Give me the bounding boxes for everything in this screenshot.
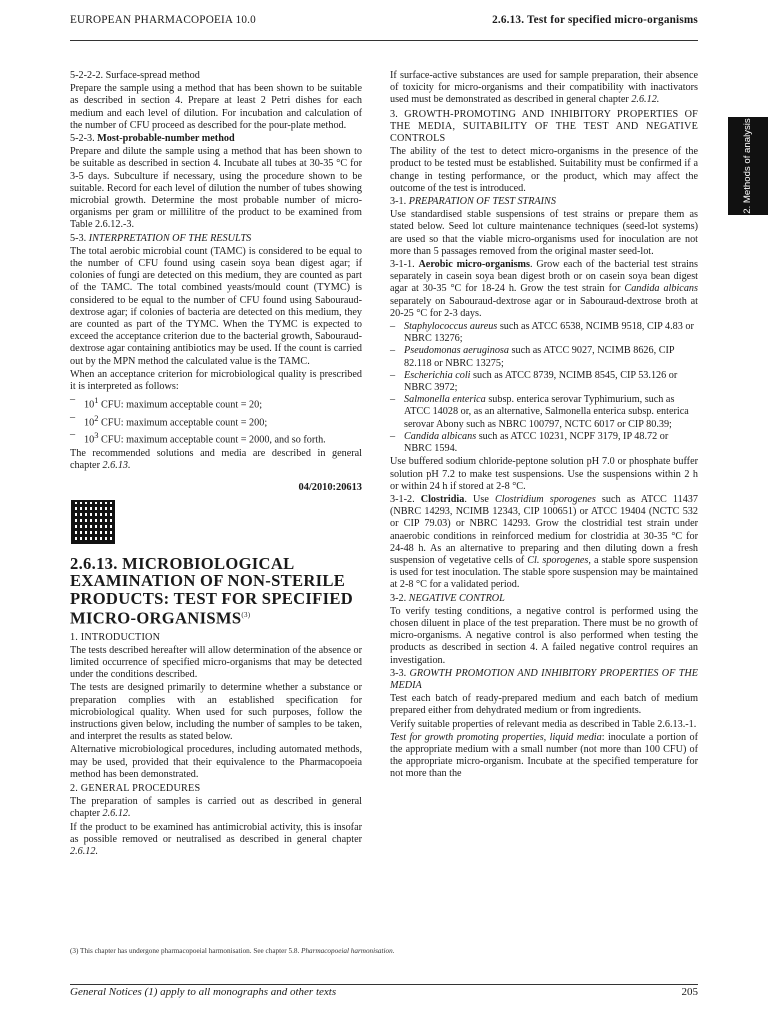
heading-interpretation-number: 5-3.: [70, 232, 89, 244]
paragraph-negative-control: To verify testing conditions, a negative control is performed using the chosen diluent in place of the test preparation. There must be no growth of micro-organisms. A negative control is also performed when testing the products as described in section 4. A failed negative control requires an investigation.: [390, 605, 698, 666]
paragraph-clostridia: [390, 494, 698, 592]
heading-surface-spread: 5-2-2-2. Surface-spread method: [70, 70, 200, 81]
chapter-title-text: 2.6.13. MICROBIOLOGICAL EXAMINATION OF NON-STERILE PRODUCTS: TEST FOR SPECIFIED MICRO-ORGANISMS: [70, 553, 354, 628]
paragraph-intro-3: Alternative microbiological procedures, including automated methods, may be used, provided that their equivalence to the Pharmacopoeia method has been demonstrated.: [70, 744, 362, 780]
species-name: Clostridium sporogenes: [494, 493, 596, 505]
paragraph-interpretation: The total aerobic microbial count (TAMC) is considered to be equal to the number of CFU found using casein soya bean digest agar; if colonies of fungi are detected on this medium, they are counted as part of the TAMC. The total combined yeasts/mould count (TYMC) is considered to be equal to the number of CFU found using Sabouraud-dextrose agar; if colonies of bacteria are detected on this medium, they are counted as part of the TYMC. When the TYMC is expected to exceed the acceptance criterion due to the bacterial growth, Sabouraud-dextrose agar containing antibiotics may be used. If the count is carried out by the MPN method the calculated value is the TAMC.: [70, 245, 362, 367]
count-exponent: 2: [94, 412, 99, 423]
left-column: [70, 70, 362, 859]
chapter-reference: 2.6.12.: [631, 94, 660, 106]
paragraph-growth: The ability of the test to detect micro-organisms in the presence of the product to be tested must be established. Suitability must be confirmed if a change in testing performance, or the product, which may affect the outcome of the test is introduced.: [390, 146, 698, 194]
count-exponent: 1: [94, 395, 99, 406]
heading-test-strains: [390, 196, 698, 208]
strain-details: subsp. enterica serovar Typhimurium, such as ATCC 14028 or, as an alternative, Salmonella enterica subsp. enterica serovar Abony such as NBRC 100797, NCTC 6017 or CIP 80.39;: [404, 394, 689, 430]
count-base: 10: [84, 399, 95, 411]
list-item: [390, 431, 698, 455]
list-item: [70, 412, 362, 430]
species-name: Candida albicans: [624, 283, 698, 295]
paragraph-intro-2: The tests are designed primarily to determine whether a substance or preparation complies with an established specification for microbiological quality. When used for such purposes, follow the instructions given below, including the number of samples to be taken, and interpret the results as stated below.: [70, 682, 362, 743]
species-name: Escherichia coli: [404, 369, 471, 381]
paragraph-mpn: Prepare and dilute the sample using a method that has been shown to be suitable as described in section 4. Incubate all tubes at 30-35 °C for 3-5 days. Subculture if necessary, using the procedure shown to be suitable. Record for each level of dilution the number of tubes showing microbial growth. Determine the most probable number of micro-organisms per gram or millilitre of the product to be examined from Table 2.6.12.-3.: [70, 146, 362, 231]
running-header-left: EUROPEAN PHARMACOPOEIA 10.0: [70, 14, 256, 26]
count-base: 10: [84, 417, 95, 429]
surface-active-text: If surface-active substances are used for sample preparation, their absence of toxicity for micro-organisms and their compatibility with inactivators used must be demonstrated as described in general chapter: [390, 70, 698, 106]
heading-negative-control: [390, 593, 698, 605]
acceptance-list: [70, 394, 362, 447]
count-exponent: 3: [94, 430, 99, 441]
clostridia-title: Clostridia: [420, 493, 465, 505]
list-item: [390, 394, 698, 431]
footer-notice: General Notices (1) apply to all monographs and other texts: [70, 986, 337, 998]
list-item: [390, 321, 698, 345]
footnote: [70, 947, 698, 955]
heading-growth-promotion-title: GROWTH PROMOTION AND INHIBITORY PROPERTIES OF THE MEDIA: [390, 667, 698, 691]
strain-list: [390, 321, 698, 455]
heading-negative-control-title: NEGATIVE CONTROL: [408, 592, 505, 604]
paragraph-promotion-3: [390, 732, 698, 781]
species-name: Staphylococcus aureus: [404, 321, 498, 333]
aerobic-number: 3-1-1.: [390, 259, 419, 271]
list-item: [70, 394, 362, 412]
general-text: The preparation of samples is carried out as described in general chapter: [70, 796, 362, 820]
running-header-right: 2.6.13. Test for specified micro-organisms: [492, 14, 698, 26]
species-name: Cl. sporogenes: [527, 554, 589, 566]
paragraph-recommended: [70, 448, 362, 472]
count-text: CFU: maximum acceptable count = 20;: [98, 399, 263, 411]
strain-details: such as ATCC 9027, NCIMB 8626, CIP 82.118 or NBRC 13275;: [404, 345, 675, 369]
footnote-marker: (3): [241, 611, 251, 620]
heading-interpretation: [70, 233, 362, 245]
paragraph-surface-active: [390, 70, 698, 107]
promotion-text: : inoculate a portion of the appropriate medium with a small number (not more than 100 CFU) of the appropriate micro-organism. Incubate at the specified temperature for not more than the: [390, 731, 699, 780]
paragraph-general-2: [70, 822, 362, 859]
count-text: CFU: maximum acceptable count = 2000, and so forth.: [98, 434, 326, 446]
heading-interpretation-title: INTERPRETATION OF THE RESULTS: [88, 232, 252, 244]
strain-details: such as ATCC 6538, NCIMB 9518, CIP 4.83 or NBRC 13276;: [404, 321, 694, 345]
clostridia-text-3: , a stable spore suspension is used for test inoculation. The stable spore suspension may be maintained at 2-8 °C for a validated period.: [390, 554, 698, 591]
paragraph-surface-spread: Prepare the sample using a method that has been shown to be suitable as described in section 4. Prepare at least 2 Petri dishes for each medium and each level of dilution. For incubation and calculation of the number of CFU proceed as described for the pour-plate method.: [70, 83, 362, 131]
paragraph-aerobic: [390, 259, 698, 320]
heading-growth-promotion: [390, 668, 698, 692]
heading-mpn: [70, 133, 362, 145]
count-base: 10: [84, 434, 95, 446]
species-name: Candida albicans: [404, 430, 477, 442]
list-item: [390, 370, 698, 394]
species-name: Pseudomonas aeruginosa: [404, 345, 509, 357]
side-tab-label: 2. Methods of analysis: [742, 118, 753, 214]
footnote-text: (3) This chapter has undergone pharmacopoeial harmonisation. See chapter 5.8.: [70, 947, 302, 955]
paragraph-acceptance: When an acceptance criterion for microbiological quality is prescribed it is interpreted as follows:: [70, 368, 362, 393]
chapter-reference: 2.6.12.: [102, 808, 131, 820]
heading-mpn-number: 5-2-3.: [70, 133, 98, 145]
aerobic-text-end: separately on Sabouraud-dextrose agar or in Sabouraud-dextrose broth at 20-25 °C for 2-3 days.: [390, 295, 698, 319]
paragraph-general-1: [70, 796, 362, 820]
recommended-text: The recommended solutions and media are described in general chapter: [70, 448, 362, 472]
right-column: [390, 70, 698, 782]
paragraph-promotion-2: Verify suitable properties of relevant media as described in Table 2.6.13.-1.: [390, 718, 697, 730]
count-text: CFU: maximum acceptable count = 200;: [98, 417, 268, 429]
clostridia-number: 3-1-2.: [390, 493, 421, 505]
strain-details: such as ATCC 8739, NCIMB 8545, CIP 53.126 or NBRC 3972;: [404, 369, 678, 394]
page-number: 205: [681, 986, 698, 998]
list-item: [390, 345, 698, 369]
heading-test-strains-number: 3-1.: [390, 196, 409, 208]
strain-details: such as ATCC 10231, NCPF 3179, IP 48.72 or NBRC 1594.: [404, 430, 669, 455]
footnote-reference: Pharmacopoeial harmonisation.: [301, 947, 395, 955]
heading-growth-promotion-number: 3-3.: [390, 667, 410, 679]
clostridia-text-2: such as ATCC 11437 (NBRC 14293, NCIMB 12343, CIP 100651) or ATCC 19404 (NCTC 532 or CIP 79.03) or NBRC 14293. Grow the clostridial test strain under anaerobic conditions in reinforced medium for clostridia at 30-35 °C for 24-48 h. As an alternative to preparing and then diluting down a fresh suspension of vegetative cells of: [390, 493, 698, 566]
heading-general-procedures: 2. GENERAL PROCEDURES: [70, 783, 201, 795]
paragraph-intro-1: The tests described hereafter will allow determination of the absence or limited occurrence of specified micro-organisms that may be detected under the conditions described.: [70, 644, 362, 681]
promotion-lead: Test for growth promoting properties, liquid media: [390, 731, 602, 743]
chapter-title: [70, 555, 362, 628]
header-rule: [70, 40, 698, 41]
heading-negative-control-number: 3-2.: [390, 592, 409, 604]
paragraph-test-strains: Use standardised stable suspensions of test strains or prepare them as stated below. Seed lot culture maintenance techniques (seed-lot systems) are used so that the viable micro-organisms used for inoculation are not more than 5 passages removed from the original master seed-lot.: [390, 209, 698, 257]
chapter-reference: 2.6.12.: [70, 846, 99, 858]
aerobic-title: Aerobic micro-organisms: [418, 259, 530, 271]
footer-rule: [70, 984, 698, 985]
chapter-reference: 2.6.13.: [102, 460, 131, 472]
monograph-reference-code: 04/2010:20613: [298, 482, 362, 494]
heading-test-strains-title: PREPARATION OF TEST STRAINS: [408, 196, 556, 208]
species-name: Salmonella enterica: [404, 394, 486, 406]
section-side-tab: [728, 117, 768, 215]
heading-introduction: 1. INTRODUCTION: [70, 631, 161, 643]
heading-mpn-title: Most-probable-number method: [97, 133, 235, 145]
general-text: If the product to be examined has antimicrobial activity, this is insofar as possible removed or neutralised as described in general chapter: [70, 821, 362, 845]
paragraph-promotion-1: Test each batch of ready-prepared medium and each batch of medium prepared either from dehydrated medium or from ingredients.: [390, 693, 698, 717]
paragraph-buffer: Use buffered sodium chloride-peptone solution pH 7.0 or phosphate buffer solution pH 7.2 to make test suspensions. Use the suspensions within 2 h or within 24 h if stored at 2-8 °C.: [390, 456, 698, 492]
clostridia-text: . Use: [464, 493, 495, 505]
heading-growth-promoting: 3. GROWTH-PROMOTING AND INHIBITORY PROPERTIES OF THE MEDIA, SUITABILITY OF THE TEST AND NEGATIVE CONTROLS: [390, 108, 698, 145]
aerobic-text: . Grow each of the bacterial test strains separately in casein soya bean digest broth or on casein soya bean digest agar at 30-35 °C for 18-24 h. Grow the test strain for: [390, 259, 698, 295]
qr-code-icon: [72, 501, 114, 543]
list-item: [70, 429, 362, 447]
